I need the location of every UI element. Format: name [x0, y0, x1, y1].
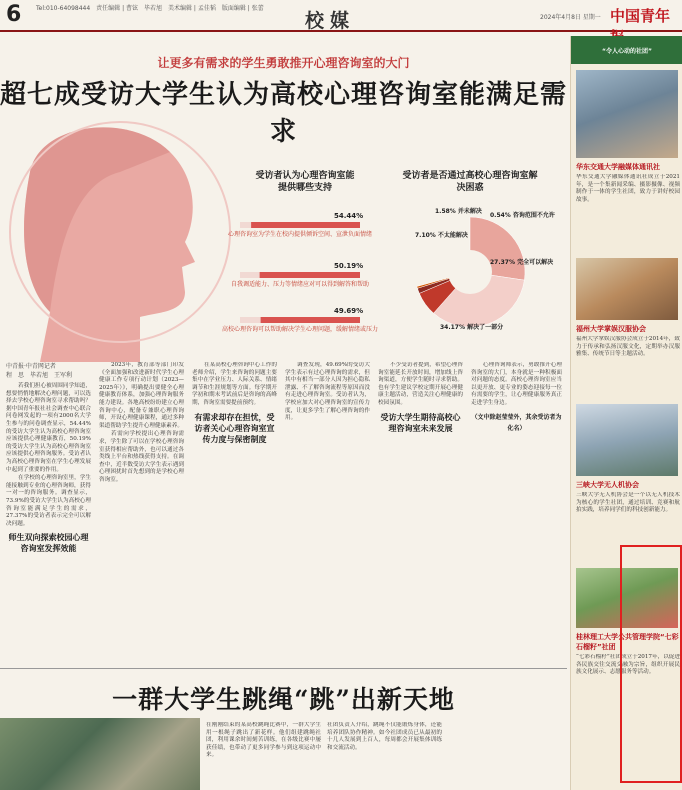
bar-value-label: 50.19%	[334, 262, 364, 270]
sidebar-item2-title: 福州大学掌娱汉服协会	[576, 325, 646, 333]
byline-names: 程 思 毕若旭 王军利	[6, 372, 73, 379]
col5-para: 不少受访者提到，希望心理咨询室能延长开放时间，增加线上咨询渠道，方便学生随时寻求帮助。也有学生建议学校定期开展心理健康主题活动，营造关注心理健康的校园氛围。	[378, 362, 463, 406]
sidebar-item2-text: 福州大学掌娱汉服协会成立于2014年，致力于传承和弘扬汉服文化，定期举办汉服雅集、传统节日等主题活动。	[576, 336, 680, 358]
author-note: （文中除赵莹莹外，其余受访者为化名）	[471, 413, 562, 432]
bottom-photo	[0, 718, 200, 790]
masthead-meta: Tel:010-64098444 责任编辑 | 曹铉 毕若旭 美术编辑 | 孟佳韬 版面编辑 | 张蕾	[36, 5, 264, 12]
byline-label: 中青报·中青网记者	[6, 363, 56, 370]
issue-date: 2024年4月8日 星期一	[540, 14, 601, 21]
col6-para: 心理咨询师表示，勇敢推开心理咨询室的大门，本身就是一种积极面对问题的态度。高校心理咨询室应当以更开放、更专业的姿态迎接每一位有需要的学生，让心理健康服务真正走进学生身边。	[471, 362, 562, 406]
bar	[251, 222, 360, 228]
article-headline: 超七成受访大学生认为高校心理咨询室能满足需求	[0, 80, 568, 147]
sidebar-item1-text: 华东交通大学融媒体通讯社成立于2021年，是一个集新闻采编、摄影摄像、视频制作于一体的学生社团，致力于讲好校园故事。	[576, 174, 680, 203]
subhead-2: 有需求却存在担忧，受访者关心心理咨询室宣传力度与保密制度	[194, 412, 275, 444]
col4-para: 调查发现，49.69%的受访大学生表示有过心理咨询的需求，但其中有相当一部分人因为担心隐私泄露、不了解咨询流程等原因而没有走进心理咨询室。受访者认为，学校应加大对心理咨询室的宣传力度，让更多学生了解心理咨询的作用。	[285, 362, 370, 422]
col3-para: 在某高校心理咨询中心工作的老师介绍，学生来咨询的问题主要集中在学业压力、人际关系、情绪调节和生涯规划等方面。每学期开学初和期末考试前后是咨询的高峰期，咨询室需要提前预约。	[192, 362, 277, 406]
column-4	[285, 362, 370, 662]
bar	[260, 272, 360, 278]
article-kicker: 让更多有需求的学生勇敢推开心理咨询室的大门	[157, 56, 410, 70]
bar-category-label: 自我调适能力、压力等情绪应对可以得到解答和帮助	[230, 281, 369, 288]
infographic	[0, 112, 567, 362]
sidebar-header-title: “令人心动的社团”	[602, 48, 652, 55]
chart2-title: 受访者是否通过高校心理咨询室解决困惑	[402, 171, 538, 193]
pie-label: 27.37% 完全可以解决	[490, 259, 554, 266]
col2-intro: 若需向学校提出心理咨询需求，学生除了可以在学校心理咨询室获得相应帮助外，也可以通过各类线上平台和热线获得支持。在调查中，近半数受访大学生表示遇到心理困扰时首先想到的是学校心理咨询室。	[99, 431, 184, 483]
section-title: 校媒	[305, 10, 356, 32]
column-1	[6, 362, 91, 662]
bottom-text-2: 社团负责人介绍，跳绳不仅能锻炼身体，还能培养团队协作精神。如今社团成员已从最初的十几人发展到上百人，每周都会开展集体训练和交流活动。	[327, 722, 442, 751]
column-2	[99, 362, 184, 662]
bar-value-label: 49.69%	[334, 307, 364, 315]
article-columns	[6, 362, 562, 662]
column-3	[192, 362, 277, 662]
col2-para: 2023年，教育部等部门印发《全面加强和改进新时代学生心理健康工作专项行动计划（2023—2025年）》，明确提出要健全心理健康教育体系，加强心理咨询服务能力建设。各地高校纷纷建立心理咨询中心，配备专兼职心理咨询师，开设心理健康课程，通过多种渠道帮助学生提升心理健康素养。	[99, 362, 184, 429]
bar-category-label: 心理咨询室为学生在校内提供倾诉空间、宣泄负面情绪	[227, 231, 372, 238]
bar	[261, 317, 360, 323]
page-number: 6	[6, 2, 22, 27]
subhead-3: 受访大学生期待高校心理咨询室未来发展	[380, 412, 461, 433]
sidebar-header	[571, 36, 682, 64]
col1-para2: 在学校的心理咨询室里，学生能接触到专业的心理咨询师，获得一对一的咨询服务。调查显示，73.9%的受访大学生认为高校心理咨询室能满足学生的需求，27.37%的受访者表示完全可以解决问题。	[6, 475, 91, 527]
bottom-text-1: 在刚刚结束的某高校跳绳比赛中，一群大学生用一根绳子跳出了新花样。他们组建跳绳社团，利用课余时间刻苦训练，在各级比赛中屡获佳绩，也带动了更多同学参与到这项运动中来。	[206, 722, 321, 759]
column-6	[471, 362, 562, 662]
bottom-headline: 一群大学生跳绳“跳”出新天地	[112, 685, 455, 714]
main-article	[0, 34, 567, 664]
bar-category-label: 高校心理咨询可以帮助解决学生心理问题，缓解情绪或压力	[221, 326, 378, 333]
masthead	[0, 0, 682, 32]
highlight-frame	[620, 545, 682, 783]
pie-hole	[448, 250, 492, 294]
column-5	[378, 362, 463, 662]
bar-value-label: 54.44%	[334, 212, 364, 220]
byline	[6, 362, 91, 380]
pie-label: 7.10% 不太能解决	[415, 232, 468, 239]
subhead-1: 师生双向探索校园心理咨询室发挥效能	[8, 533, 89, 554]
pie-label: 1.58% 并未解决	[435, 208, 482, 215]
section-divider	[0, 668, 567, 669]
sidebar-item4-text: “七彩石榴籽”社团成立于2017年，以促进各民族交往交流交融为宗旨，组织开展民族文化展示、志愿服务等活动。	[576, 654, 680, 676]
chart1-title: 受访者认为心理咨询室能提供哪些支持	[255, 171, 355, 193]
sidebar-photo-1	[576, 70, 678, 158]
paper-logo: 中国青年	[610, 7, 671, 25]
sidebar-item3-text: 三峡大学无人机协会是一个以无人机技术为核心的学生社团，通过培训、竞赛和航拍实践，培养同学们的科技创新能力。	[576, 492, 680, 514]
col1-para: 若我们担心被周围同学知道，想要悄悄地解决心理问题，可以选择去学校心理咨询室寻求帮助吗？据中国青年报社社会调查中心联合问卷网发起的一项有2000名大学生参与的问卷调查显示，54.44%的受访大学生认为高校心理咨询室应该提供心理健康教育，50.19%的受访大学生认为高校心理咨询室应该提供心理咨询服务。受访者认为高校心理咨询室在学生心理发展中起到了重要的作用。	[6, 383, 91, 473]
sidebar-item3-title: 三峡大学无人机协会	[576, 481, 639, 489]
pie-label: 0.54% 咨询范围不允许	[490, 212, 555, 219]
sidebar-photo-2	[576, 258, 678, 320]
pie-label: 34.17% 解决了一部分	[440, 324, 504, 331]
sidebar-item4-title: 桂林理工大学公共管理学院“七彩石榴籽”社团	[576, 633, 679, 651]
sidebar-item1-title: 华东交通大学融媒体通讯社	[576, 163, 660, 171]
sidebar-photo-3	[576, 404, 678, 476]
